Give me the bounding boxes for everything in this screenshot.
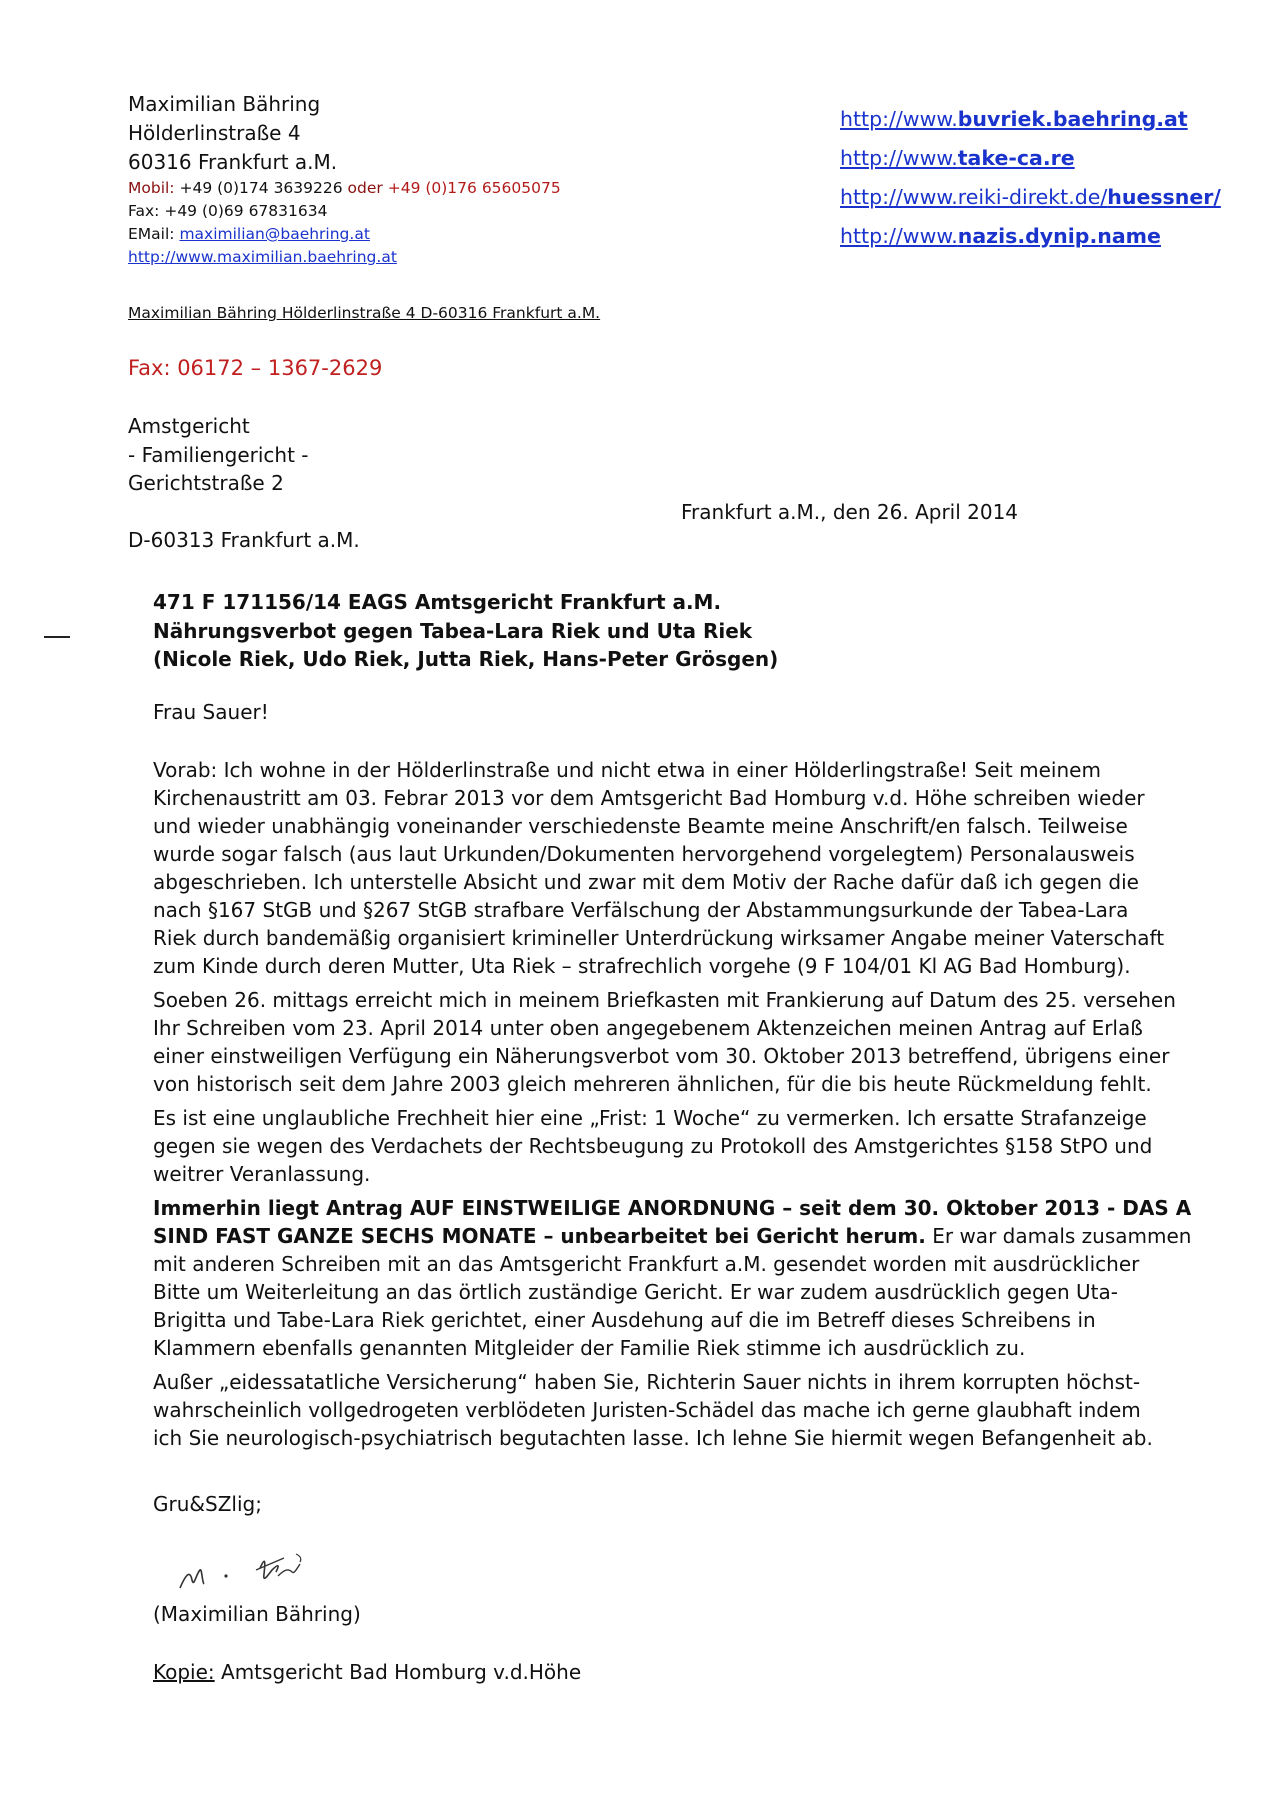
subject-line-1: 471 F 171156/14 EAGS Amtsgericht Frankfurt a.M. (153, 590, 722, 614)
paragraph-4: Immerhin liegt Antrag AUF EINSTWEILIGE ANORDNUNG – seit dem 30. Oktober 2013 - DAS A SIND FAST GANZE SECHS MONATE – unbearbeitet bei Gericht herum. Er war damals zusammen mit anderen Schreiben mit an das Amtsgericht Frankfurt a.M. gesendet worden mit ausdrücklicher Bitte um Weiterleitung an das örtlich zuständige Gericht. Er war zudem ausdrücklich gegen Uta- Brigitta und Tabe-Lara Riek gerichtet, einer Ausdehung auf die im Betreff dieses Schreibens in Klammern ebenfalls genannten Mitgleider der Familie Riek stimme ich ausdrücklich zu. (153, 1196, 1192, 1360)
copy-text: Amtsgericht Bad Homburg v.d.Höhe (214, 1660, 582, 1684)
mobile-number-1: +49 (0)174 3639226 (179, 179, 343, 197)
recipient-line-3: Gerichtstraße 2 (128, 471, 284, 495)
fold-mark (44, 636, 70, 638)
sender-city: 60316 Frankfurt a.M. (128, 150, 338, 174)
salutation: Frau Sauer! (153, 700, 269, 724)
paragraph-3: Es ist eine unglaubliche Frechheit hier eine „Frist: 1 Woche“ zu vermerken. Ich ersatte Strafanzeige gegen sie wegen des Verdachets der Rechtsbeugung zu Protokoll des Amstgerichtes §158 StPO und weitrer Veranlassung. (153, 1106, 1153, 1186)
letter-body (153, 756, 1193, 1458)
recipient-line-2: - Familiengericht - (128, 442, 309, 467)
sender-block (128, 90, 561, 269)
mobile-label: Mobil: (128, 179, 175, 197)
fax-label: Fax: (128, 202, 160, 220)
weblink-2[interactable]: http://www.take-ca.re (840, 146, 1075, 170)
mobile-number-2: +49 (0)176 65605075 (387, 179, 561, 197)
weblink-4[interactable]: http://www.nazis.dynip.name (840, 224, 1161, 248)
recipient-city: D-60313 Frankfurt a.M. (128, 528, 360, 552)
letter-date: Frankfurt a.M., den 26. April 2014 (681, 500, 1019, 524)
sender-email (128, 223, 561, 246)
return-address: Maximilian Bähring Hölderlinstraße 4 D-60316 Frankfurt a.M. (128, 304, 601, 322)
paragraph-4-bold-1: Immerhin liegt Antrag AUF EINSTWEILIGE ANORDNUNG – seit dem 30. Oktober 2013 - DAS A (153, 1196, 1192, 1220)
sender-street: Hölderlinstraße 4 (128, 121, 301, 145)
closing: Gru&SZlig; (153, 1492, 262, 1516)
paragraph-4-bold-2: SIND FAST GANZE SECHS MONATE – unbearbeitet bei Gericht herum. (153, 1224, 926, 1248)
signature-image (160, 1530, 380, 1602)
recipient-fax: Fax: 06172 – 1367-2629 (128, 356, 383, 380)
sender-name: Maximilian Bähring (128, 92, 321, 116)
fax-number: +49 (0)69 67831634 (164, 202, 328, 220)
weblinks (840, 100, 1221, 256)
weblink-1[interactable]: http://www.buvriek.baehring.at (840, 107, 1188, 131)
paragraph-1: Vorab: Ich wohne in der Hölderlinstraße und nicht etwa in einer Hölderlingstraße! Seit meinem Kirchenaustritt am 03. Febrar 2013 vor dem Amtsgericht Bad Homburg v.d. Höhe schreiben wieder und wieder unabhängig voneinander verschiedenste Beamte meine Anschrift/en falsch. Teilweise wurde sogar falsch (aus laut Urkunden/Dokumenten hervorgehend vorgelegtem) Personalausweis abgeschrieben. Ich unterstelle Absicht und zwar mit dem Motiv der Rache dafür daß ich gegen die nach §167 StGB und §267 StGB strafbare Verfälschung der Abstammungsurkunde der Tabea-Lara Riek durch bandemäßig organisiert krimineller Unterdrückung wirksamer Angabe meiner Vaterschaft zum Kinde durch deren Mutter, Uta Riek – strafrechlich vorgehe (9 F 104/01 Kl AG Bad Homburg). (153, 758, 1165, 978)
copy-line (153, 1660, 581, 1684)
subject-block (153, 588, 778, 674)
subject-line-3: (Nicole Riek, Udo Riek, Jutta Riek, Hans-Peter Grösgen) (153, 647, 779, 671)
mobile-or: oder (347, 179, 383, 197)
email-link[interactable]: maximilian@baehring.at (179, 225, 370, 243)
signer-name: (Maximilian Bähring) (153, 1602, 361, 1626)
sender-mobile (128, 177, 561, 200)
weblink-3[interactable]: http://www.reiki-direkt.de/huessner/ (840, 185, 1221, 209)
website-link[interactable]: http://www.maximilian.baehring.at (128, 248, 397, 266)
subject-line-2: Nährungsverbot gegen Tabea-Lara Riek und Uta Riek (153, 618, 753, 643)
paragraph-5: Außer „eidessatatliche Versicherung“ haben Sie, Richterin Sauer nichts in ihrem korrupten höchst- wahrscheinlich vollgedrogeten verblödeten Juristen-Schädel das mache ich gerne glaubhaft indem ich Sie neurologisch-psychiatrisch begutachten lasse. Ich lehne Sie hiermit wegen Befangenheit ab. (153, 1370, 1153, 1450)
sender-fax (128, 200, 561, 223)
paragraph-2: Soeben 26. mittags erreicht mich in meinem Briefkasten mit Frankierung auf Datum des 25. versehen Ihr Schreiben vom 23. April 2014 unter oben angegebenem Aktenzeichen meinen Antrag auf Erlaß einer einstweiligen Verfügung ein Näherungsverbot vom 30. Oktober 2013 betreffend, übrigens einer von historisch seit dem Jahre 2003 gleich mehreren ähnlichen, für die bis heute Rückmeldung fehlt. (153, 988, 1176, 1096)
recipient-address (128, 412, 309, 498)
recipient-line-1: Amstgericht (128, 414, 250, 438)
email-label: EMail: (128, 225, 175, 243)
copy-label: Kopie: (153, 1660, 215, 1684)
sender-website (128, 246, 561, 269)
